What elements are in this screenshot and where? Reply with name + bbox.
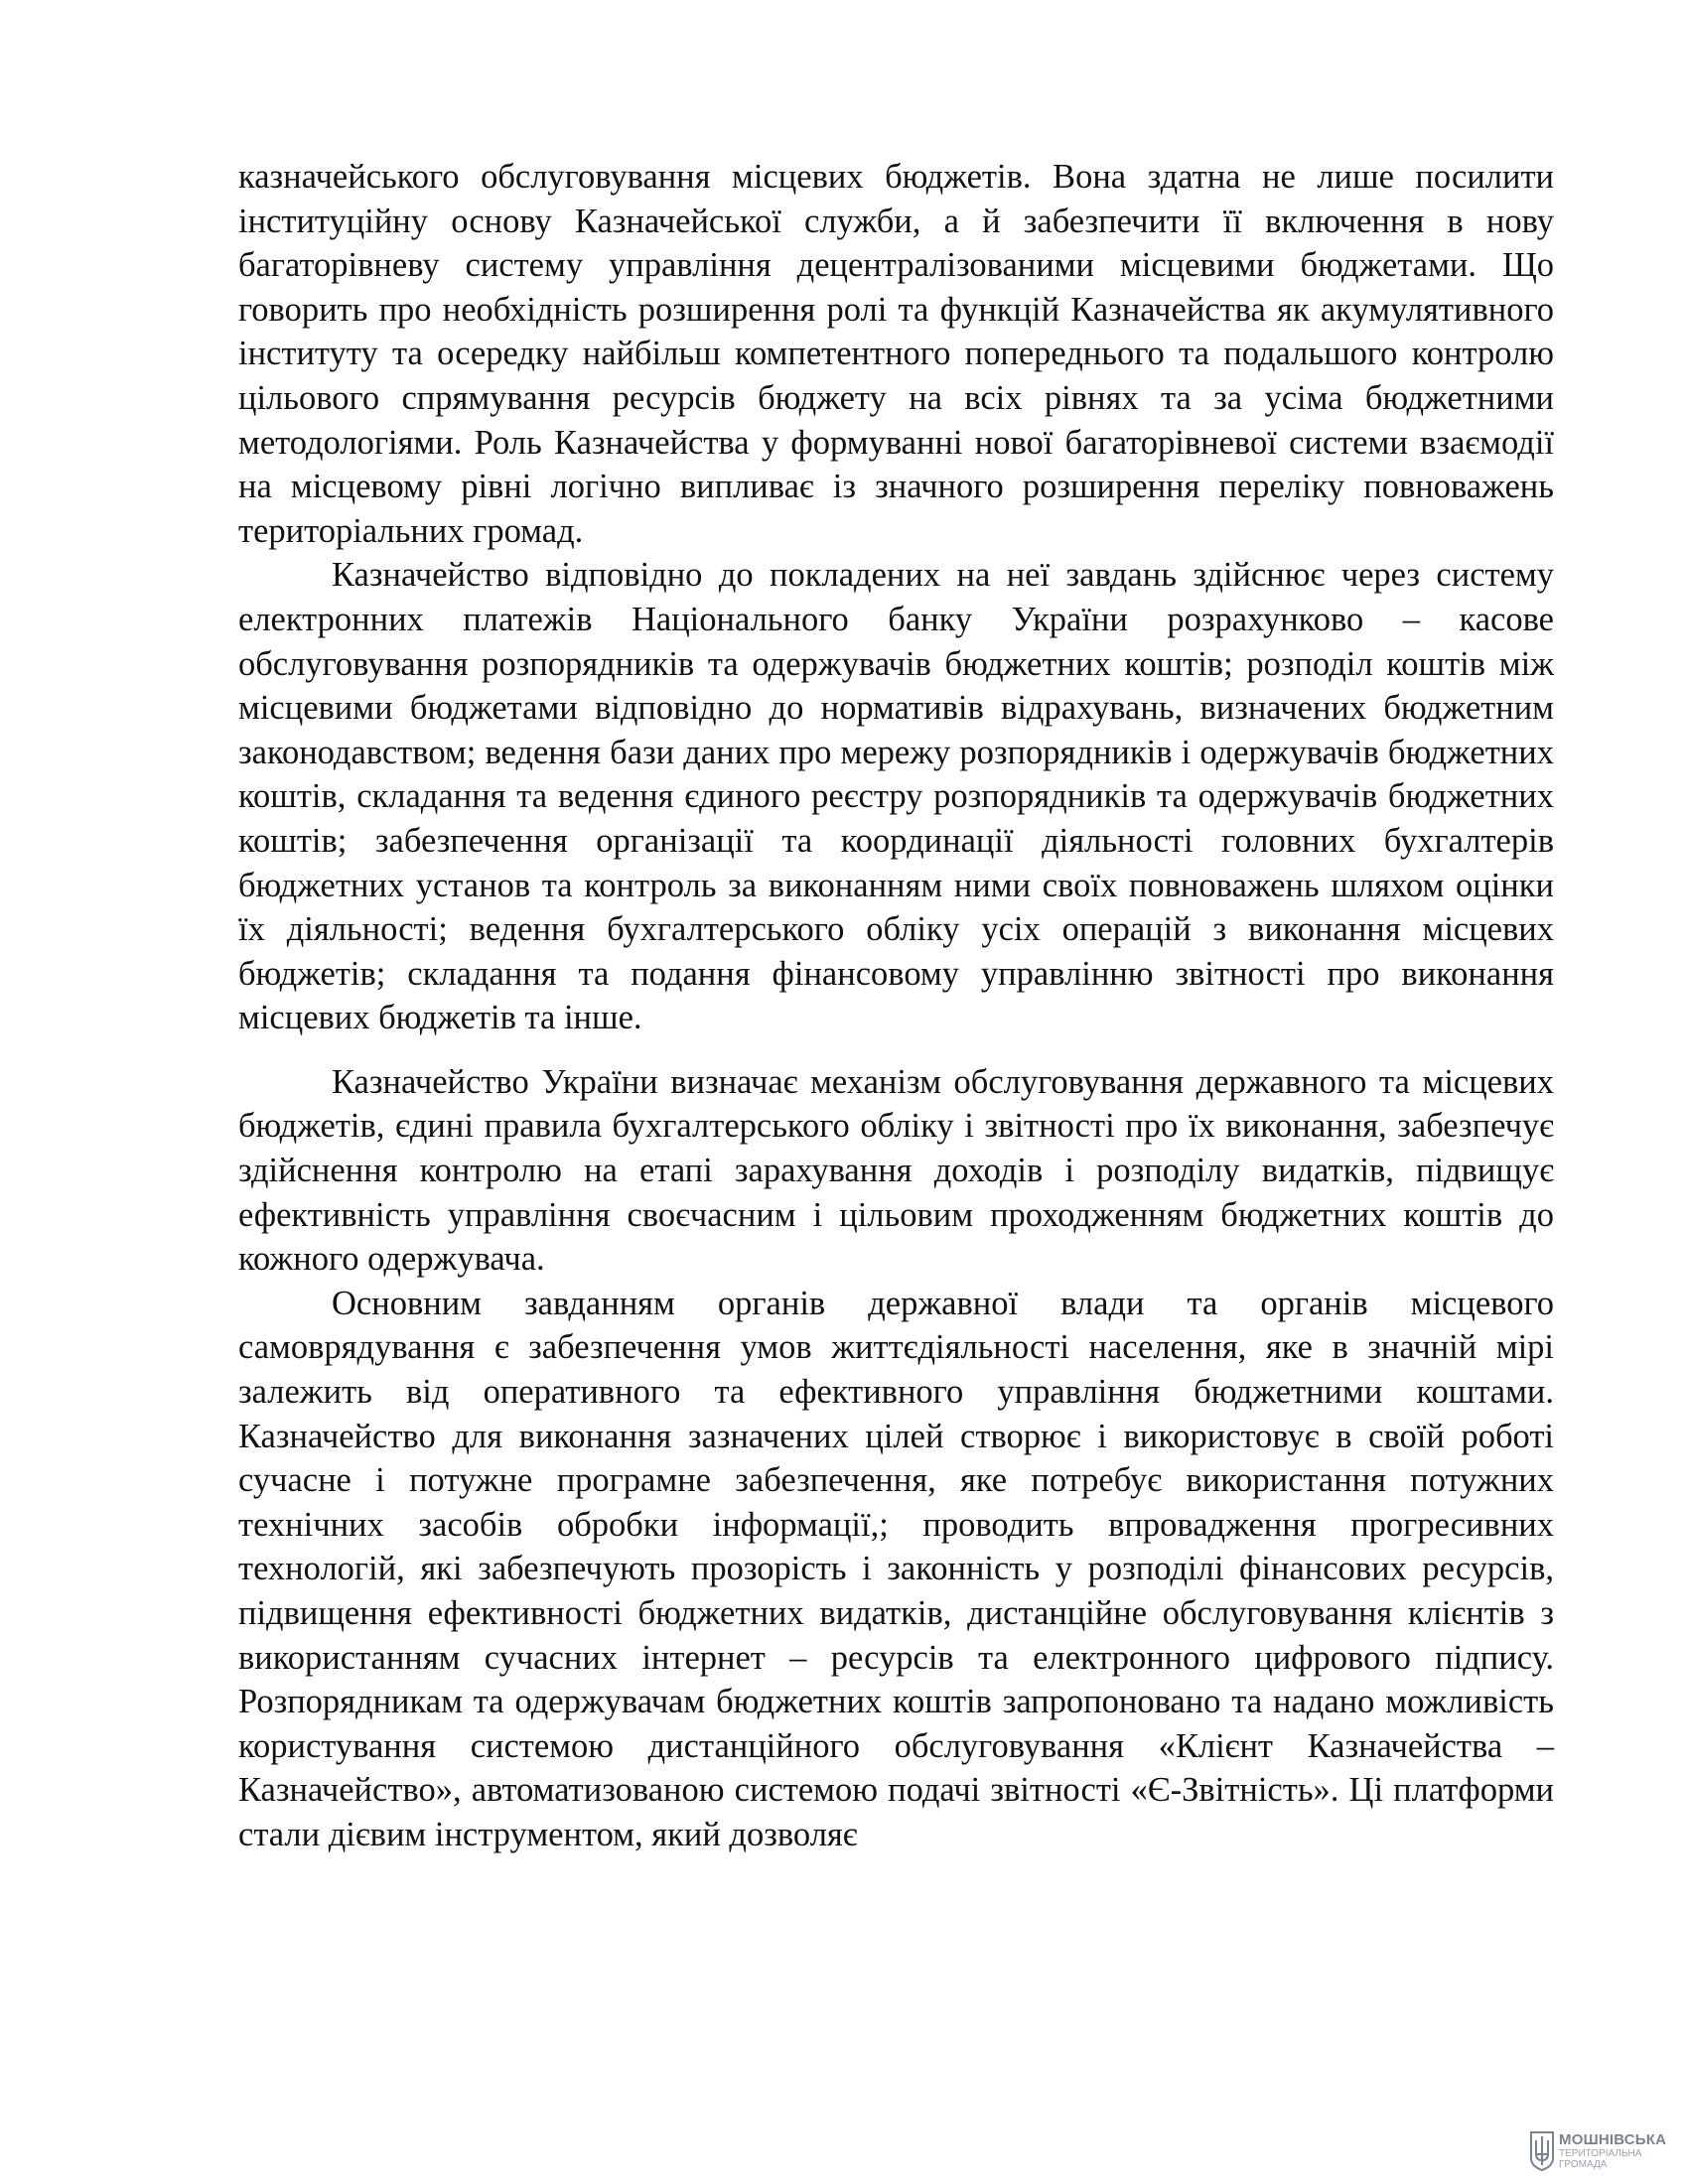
paragraph-1: казначейського обслуговування місцевих бюджетів. Вона здатна не лише посилити інституційну основу Казначейської служби, а й забезпечити її включення в нову багаторівневу систему управління децентралізованими місцевими бюджетами. Що говорить про необхідність розширення ролі та функцій Казначейства як акумулятивного інституту та осередку найбільш компетентного попереднього та подальшого контролю цільового спрямування ресурсів бюджету на всіх рівнях та за усіма бюджетними методологіями. Роль Казначейства у формуванні нової багаторівневої системи взаємодії на місцевому рівні логічно випливає із значного розширення переліку повноважень територіальних громад. <box>238 158 1554 550</box>
paragraph-3: Казначейство України визначає механізм обслуговування державного та місцевих бюджетів, єдині правила бухгалтерського обліку і звітності про їх виконання, забезпечує здійснення контролю на етапі зарахування доходів і розподілу видатків, підвищує ефективність управління своєчасним і цільовим проходженням бюджетних коштів до кожного одержувача. <box>238 1062 1554 1279</box>
watermark-line-1: МОШНІВСЬКА <box>1559 2131 1667 2148</box>
watermark-line-2: ТЕРИТОРІАЛЬНА <box>1559 2148 1642 2159</box>
watermark-text <box>1559 2132 1666 2170</box>
community-watermark-logo <box>1529 2128 1668 2174</box>
paragraph-2: Казначейство відповідно до покладених на неї завдань здійснює через систему електронних платежів Національного банку України розрахунково – касове обслуговування розпорядників та одержувачів бюджетних коштів; розподіл коштів між місцевими бюджетами відповідно до нормативів відрахувань, визначених бюджетним законодавством; ведення бази даних про мережу розпорядників і одержувачів бюджетних коштів, складання та ведення єдиного реєстру розпорядників та одержувачів бюджетних коштів; забезпечення організації та координації діяльності головних бухгалтерів бюджетних установ та контроль за виконанням ними своїх повноважень шляхом оцінки їх діяльності; ведення бухгалтерського обліку усіх операцій з виконання місцевих бюджетів; складання та подання фінансовому управлінню звітності про виконання місцевих бюджетів та інше. <box>238 556 1554 1037</box>
body-text <box>238 155 1554 1857</box>
trident-emblem-icon <box>1529 2130 1555 2172</box>
watermark-line-3: ГРОМАДА <box>1559 2159 1608 2170</box>
paragraph-4: Основним завданням органів державної влади та органів місцевого самоврядування є забезпечення умов життєдіяльності населення, яке в значній мірі залежить від оперативного та ефективного управління бюджетними коштами. Казначейство для виконання зазначених цілей створює і використовує в своїй роботі сучасне і потужне програмне забезпечення, яке потребує використання потужних технічних засобів обробки інформації,; проводить впровадження прогресивних технологій, які забезпечують прозорість і законність у розподілі фінансових ресурсів, підвищення ефективності бюджетних видатків, дистанційне обслуговування клієнтів з використанням сучасних інтернет – ресурсів та електронного цифрового підпису. Розпорядникам та одержувачам бюджетних коштів запропоновано та надано можливість користування системою дистанційного обслуговування «Клієнт Казначейства – Казначейство», автоматизованою системою подачі звітності «Є-Звітність». Ці платформи стали дієвим інструментом, який дозволяє <box>238 1284 1554 1853</box>
